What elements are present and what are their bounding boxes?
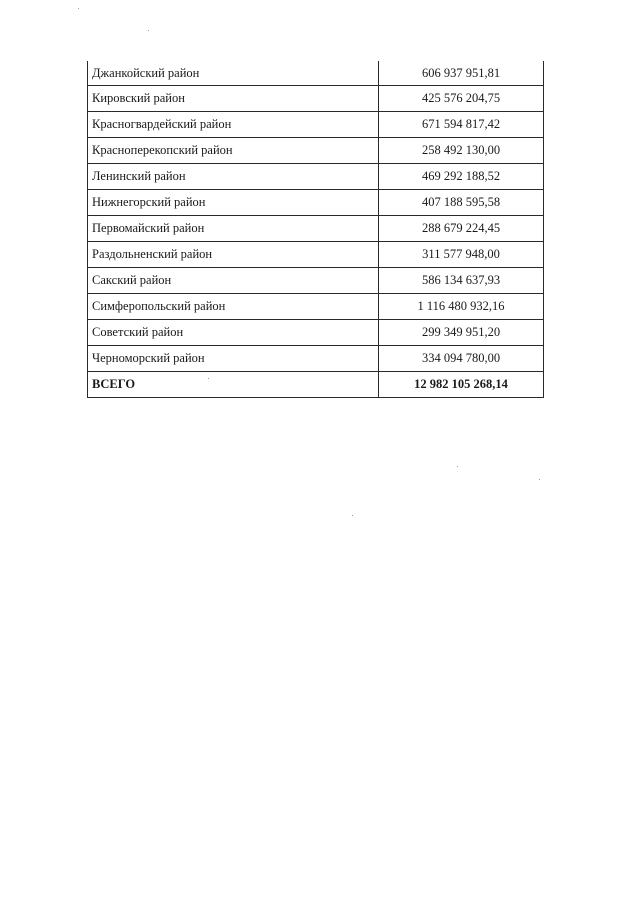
table-row [88,164,544,190]
district-amount: 258 492 130,00 [379,138,544,164]
scan-speck [352,515,353,516]
district-name: Сакский район [88,268,379,294]
table-row [88,346,544,372]
district-name: Нижнегорский район [88,190,379,216]
district-amount: 288 679 224,45 [379,216,544,242]
scan-speck [457,466,458,467]
district-amount: 671 594 817,42 [379,112,544,138]
total-label: ВСЕГО [88,372,379,398]
district-amount: 425 576 204,75 [379,86,544,112]
district-name: Красногвардейский район [88,112,379,138]
district-amount: 469 292 188,52 [379,164,544,190]
total-row [88,372,544,398]
table-row [88,216,544,242]
table-row [88,61,544,86]
table-row [88,138,544,164]
district-budget-table [87,61,544,398]
district-name: Кировский район [88,86,379,112]
table-row [88,112,544,138]
table-row [88,320,544,346]
district-name: Первомайский район [88,216,379,242]
district-amount: 1 116 480 932,16 [379,294,544,320]
table-row [88,242,544,268]
scan-speck [148,30,149,31]
table-row [88,294,544,320]
district-name: Черноморский район [88,346,379,372]
district-name: Симферопольский район [88,294,379,320]
district-name: Советский район [88,320,379,346]
district-amount: 407 188 595,58 [379,190,544,216]
district-name: Раздольненский район [88,242,379,268]
scan-speck [539,479,540,480]
district-amount: 311 577 948,00 [379,242,544,268]
district-name: Ленинский район [88,164,379,190]
table-row [88,190,544,216]
district-name: Джанкойский район [88,61,379,86]
district-amount: 334 094 780,00 [379,346,544,372]
district-amount: 586 134 637,93 [379,268,544,294]
scan-speck [78,8,79,9]
table-row [88,86,544,112]
table-row [88,268,544,294]
total-amount: 12 982 105 268,14 [379,372,544,398]
district-amount: 606 937 951,81 [379,61,544,86]
district-amount: 299 349 951,20 [379,320,544,346]
scan-speck [208,378,209,379]
district-name: Красноперекопский район [88,138,379,164]
